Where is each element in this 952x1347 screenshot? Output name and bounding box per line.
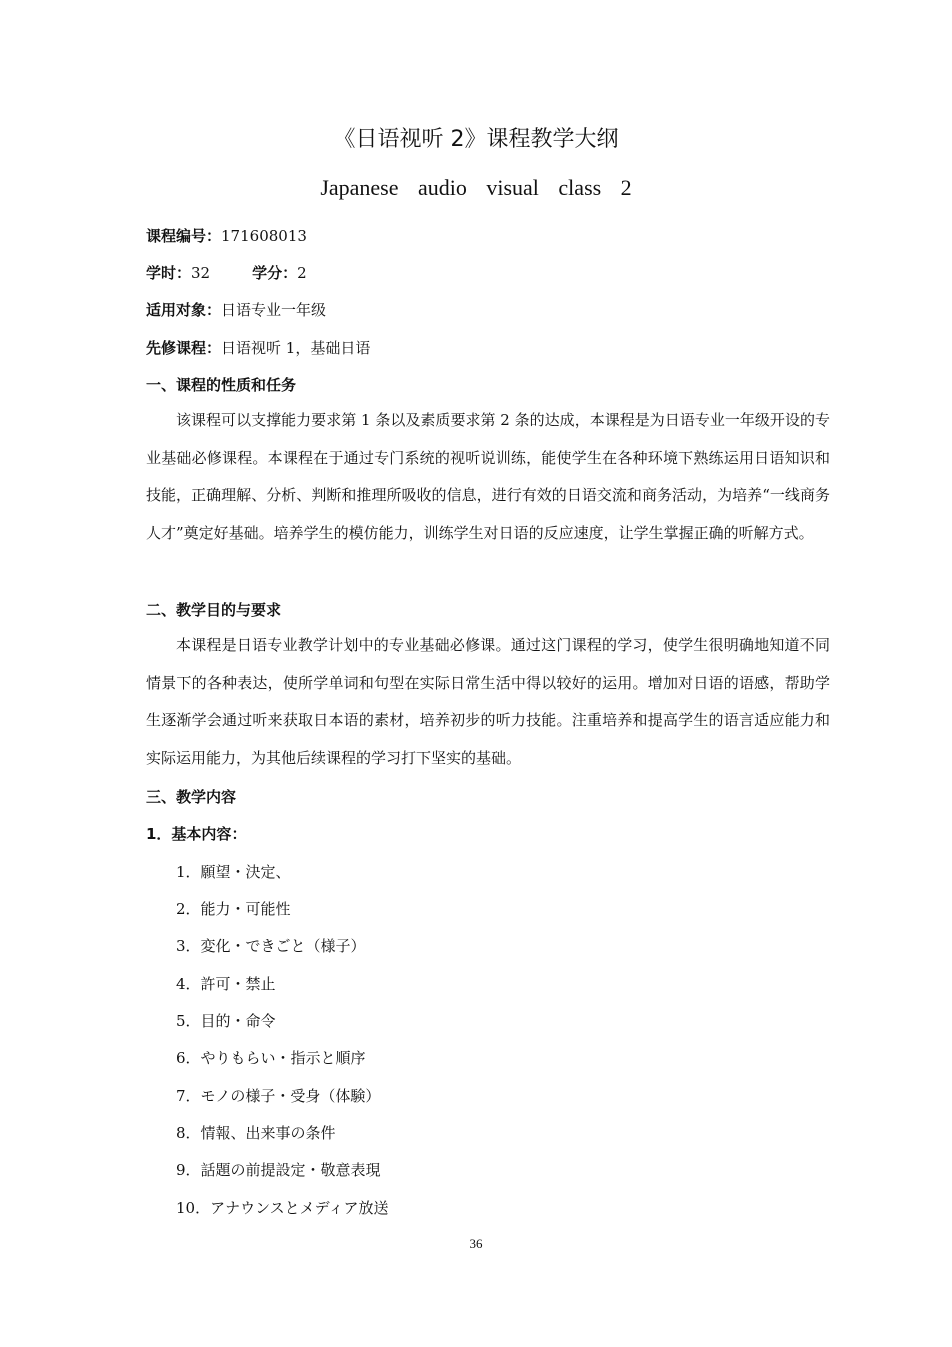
audience-value: 日语专业一年级 bbox=[221, 301, 327, 319]
prereq-line bbox=[146, 337, 370, 358]
list-item: 3．変化・できごと（様子） bbox=[176, 937, 366, 955]
list-item: 2．能力・可能性 bbox=[176, 900, 291, 918]
list-item: 7．モノの様子・受身（体験） bbox=[176, 1087, 381, 1105]
list-item: 1．願望・決定、 bbox=[176, 863, 291, 881]
list-item: 5．目的・命令 bbox=[176, 1012, 276, 1030]
course-code-line bbox=[146, 225, 307, 246]
list-item: 9．話題の前提設定・敬意表現 bbox=[176, 1161, 381, 1179]
document-subtitle: Japanese audio visual class 2 bbox=[320, 175, 632, 200]
list-item: 6．やりもらい・指示と順序 bbox=[176, 1049, 366, 1067]
section3-heading: 三、教学内容 bbox=[146, 788, 237, 806]
section2-paragraph: 本课程是日语专业教学计划中的专业基础必修课。通过这门课程的学习，使学生很明确地知道不同情景下的各种表达，使所学单词和句型在实际日常生活中得以较好的运用。增加对日语的语感，帮助学生逐渐学会通过听来获取日本语的素材，培养初步的听力技能。注重培养和提高学生的语言适应能力和实际运用能力，为其他后续课程的学习打下坚实的基础。 bbox=[146, 636, 830, 767]
document-title: 《日语视听 2》课程教学大纲 bbox=[333, 127, 619, 152]
page-number: 36 bbox=[469, 1236, 483, 1251]
hours-value: 32 bbox=[191, 264, 211, 282]
section1-paragraph: 该课程可以支撑能力要求第 1 条以及素质要求第 2 条的达成，本课程是为日语专业一年级开设的专业基础必修课程。本课程在于通过专门系统的视听说训练，能使学生在各种环境下熟练运用日语知识和技能，正确理解、分析、判断和推理所吸收的信息，进行有效的日语交流和商务活动，为培养“一线商务人才”奠定好基础。培养学生的模仿能力，训练学生对日语的反应速度，让学生掌握正确的听解方式。 bbox=[146, 411, 830, 542]
hours-credits-line bbox=[146, 262, 307, 283]
credits-label: 学分： bbox=[252, 264, 298, 282]
section2-heading: 二、教学目的与要求 bbox=[146, 601, 282, 619]
prereq-label: 先修课程： bbox=[146, 339, 222, 357]
credits-value: 2 bbox=[297, 264, 307, 282]
list-item: 8．情報、出来事の条件 bbox=[176, 1124, 336, 1142]
list-item: 4．許可・禁止 bbox=[176, 975, 276, 993]
section3-subheading: 1．基本内容： bbox=[146, 825, 247, 843]
audience-line bbox=[146, 299, 326, 320]
course-code-label: 课程编号： bbox=[146, 227, 222, 245]
audience-label: 适用对象： bbox=[146, 301, 222, 319]
prereq-value: 日语视听 1，基础日语 bbox=[221, 339, 371, 357]
course-code-value: 171608013 bbox=[221, 227, 307, 245]
list-item: 10．アナウンスとメディア放送 bbox=[176, 1199, 389, 1217]
section1-heading: 一、课程的性质和任务 bbox=[146, 376, 297, 394]
hours-label: 学时： bbox=[146, 264, 192, 282]
